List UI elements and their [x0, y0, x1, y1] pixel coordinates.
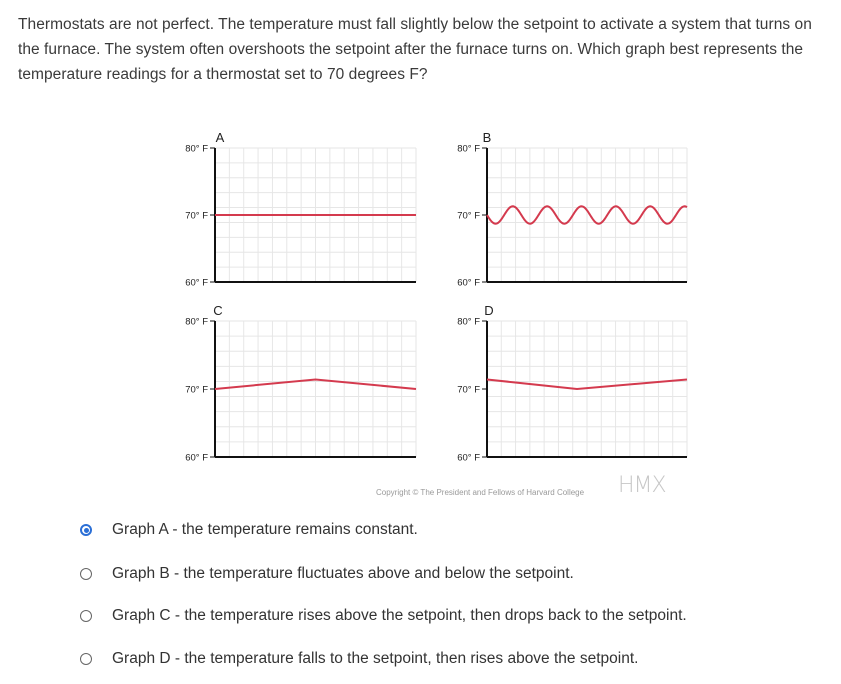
- y-tick-label: 60° F: [457, 452, 480, 464]
- y-tick-label: 70° F: [185, 384, 208, 396]
- option-c-label: Graph C - the temperature rises above the setpoint, then drops back to the setpoint.: [112, 607, 687, 624]
- option-b-label: Graph B - the temperature fluctuates above and below the setpoint.: [112, 565, 574, 582]
- y-tick-label: 60° F: [185, 452, 208, 464]
- question-text: Thermostats are not perfect. The temperature must fall slightly below the setpoint to activate a system that turns on the furnace. The system often overshoots the setpoint after the furnace turns on. Which graph best represents the temperature readings for a thermostat set to 70 degrees F?: [18, 16, 812, 83]
- radio-button-c[interactable]: [80, 610, 92, 622]
- y-tick-label: 60° F: [457, 277, 480, 289]
- option-b[interactable]: [80, 562, 574, 586]
- copyright-notice: Copyright © The President and Fellows of Harvard College: [376, 488, 585, 497]
- y-tick-label: 80° F: [457, 316, 480, 328]
- graph-label-a: A: [215, 130, 225, 145]
- graph-d: [457, 303, 687, 464]
- option-d-label: Graph D - the temperature falls to the setpoint, then rises above the setpoint.: [112, 650, 639, 667]
- y-tick-label: 60° F: [185, 277, 208, 289]
- radio-button-b[interactable]: [80, 568, 92, 580]
- hmx-logo: HMX: [618, 473, 666, 498]
- graph-label-b: B: [482, 130, 492, 145]
- y-tick-label: 80° F: [185, 316, 208, 328]
- option-a[interactable]: [80, 518, 418, 542]
- graph-label-c: C: [213, 303, 223, 318]
- graph-b: [457, 130, 687, 289]
- y-tick-label: 80° F: [185, 143, 208, 155]
- y-tick-label: 70° F: [185, 210, 208, 222]
- radio-button-a[interactable]: [80, 524, 92, 536]
- graph-c: [185, 303, 416, 464]
- y-tick-label: 70° F: [457, 384, 480, 396]
- radio-button-d[interactable]: [80, 653, 92, 665]
- graph-label-d: D: [484, 303, 494, 318]
- y-tick-label: 70° F: [457, 210, 480, 222]
- option-a-label: Graph A - the temperature remains constant.: [112, 521, 418, 538]
- option-c[interactable]: [80, 604, 687, 628]
- option-d[interactable]: [80, 647, 638, 671]
- y-tick-label: 80° F: [457, 143, 480, 155]
- graph-a: [185, 130, 416, 289]
